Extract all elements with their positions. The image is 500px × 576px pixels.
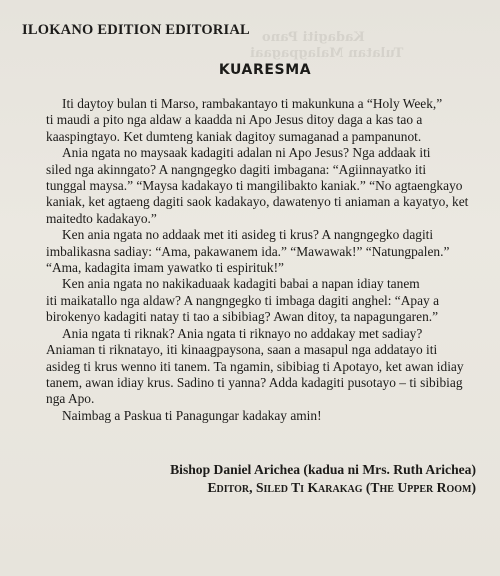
bleed-through-text: Kadagiti Pano (262, 30, 365, 45)
signature-author: Bishop Daniel Arichea (kadua ni Mrs. Ruth Arichea) (170, 462, 476, 477)
paragraph: Naimbag a Paskua ti Panagungar kadakay amin! (62, 407, 322, 423)
paragraph: Ania ngata ti riknak? Ania ngata ti riknayo no addakay met sadiay? Aniaman ti riknatayo, iti kinaagpaysona, saan a masapul nga addatayo iti asideg ti krus wenno iti tanem. Ta ngamin, sibibiag ti Apotayo, ket awan idiay tanem, awan idiay krus. Sadino ti yanna? Adda kadagiti pusotayo – ti sibibiag nga Apo. (46, 325, 464, 407)
paragraph: Iti daytoy bulan ti Marso, rambakantayo ti makunkuna a “Holy Week,” ti maudi a pito nga aldaw a kaadda ni Apo Jesus ditoy daga a kas tao a kaaspingtayo. Ket dumteng kaniak dagitoy sumaganad a pampanunot. (46, 96, 443, 144)
bleed-through-text: Tulatan Malagpagaai (250, 46, 404, 61)
paragraph: Ken ania ngata no addaak met iti asideg ti krus? A nangngegko dagiti imbalikasna sadiay: “Ama, pakawanem ida.” “Mawawak!” “Natungpalen.” “Ama, kadagita imam yawatko ti espirituk!” (46, 227, 450, 276)
editorial-body (46, 96, 488, 424)
signature-title: Editor, Siled Ti Karakag (The Upper Room) (207, 480, 476, 495)
editorial-title: KUARESMA (218, 62, 312, 78)
section-label: ILOKANO EDITION EDITORIAL (22, 22, 250, 38)
paragraph: Ania ngata no maysaak kadagiti adalan ni Apo Jesus? Nga addaak iti siled nga akinngato? A nangngegko dagiti imbagana: “Agiinnayatko iti tunggal maysa.” “Maysa kadakayo ti mangilibakto kaniak.” “No agtaengkayo kaniak, ket agtaeng dagiti saok kadakayo, dawatenyo ti aniaman a kayatyo, ket maitedto kadakayo.” (46, 145, 469, 226)
paragraph: Ken ania ngata no nakikaduaak kadagiti babai a napan idiay tanem iti maikatallo nga aldaw? A nangngegko ti imbaga dagiti anghel: “Apay a birokenyo kadagiti natay ti tao a sibibiag? Awan ditoy, ta napagungaren.” (46, 276, 440, 325)
